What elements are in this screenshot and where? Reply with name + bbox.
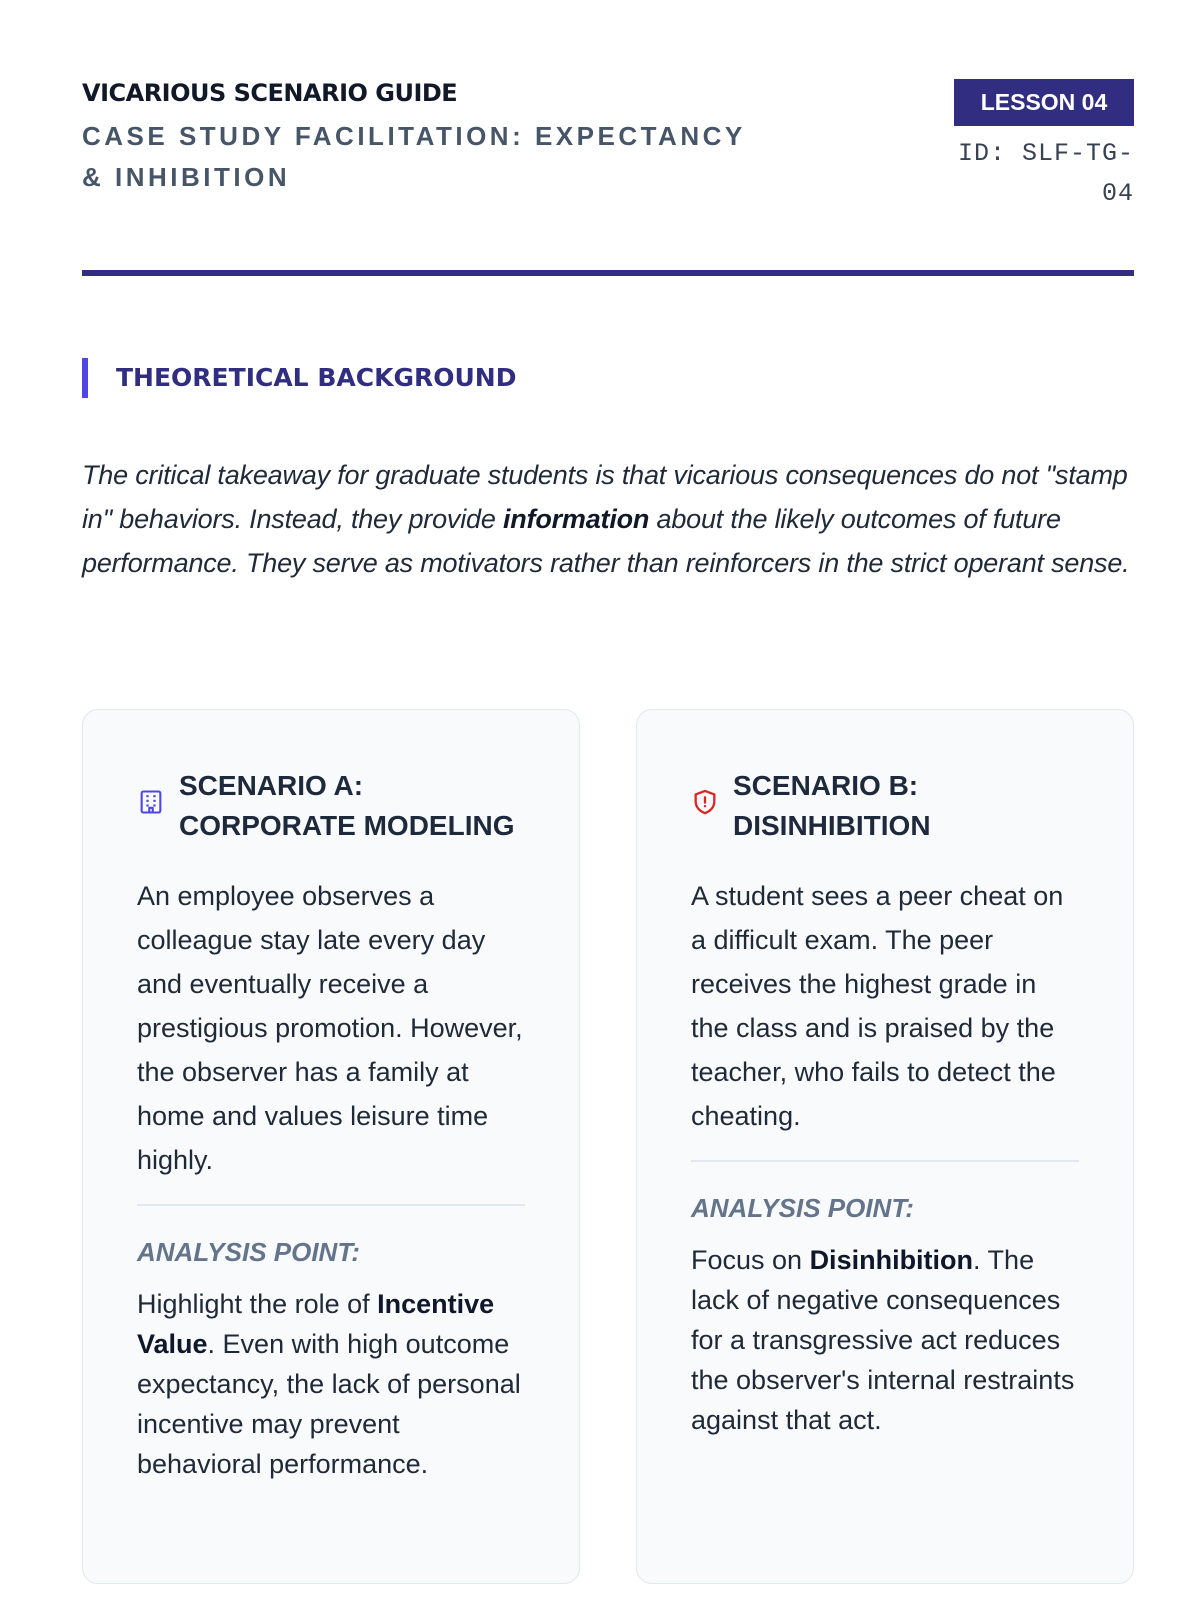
scenario-a-body: An employee observes a colleague stay late every day and eventually receive a prestigious promotion. However, the observer has a family at home and values leisure time highly. <box>137 881 523 1175</box>
brand-title: VICARIOUS SCENARIO GUIDE <box>82 79 458 107</box>
scenario-a-analysis-before: Highlight the role of <box>137 1289 378 1319</box>
document-meta <box>954 79 1134 214</box>
theory-text-before: The critical takeaway for graduate students is that vicarious consequences do not "stamp in" behaviors. Instead, they provide <box>82 460 1128 534</box>
scenario-a-analysis <box>137 1284 525 1484</box>
theory-emphasis: information <box>502 504 650 534</box>
scenario-b-body: A student sees a peer cheat on a difficult exam. The peer receives the highest grade in the class and is praised by the teacher, who fails to detect the cheating. <box>691 881 1064 1131</box>
scenario-b-analysis-after: . The lack of negative consequences for a transgressive act reduces the observer's internal restraints against that act. <box>691 1245 1075 1435</box>
lesson-badge: LESSON 04 <box>954 79 1134 126</box>
building-icon <box>137 788 165 816</box>
header-divider <box>82 270 1134 276</box>
scenario-a-analysis-label: ANALYSIS POINT: <box>137 1237 360 1267</box>
section-title-theory: THEORETICAL BACKGROUND <box>82 358 516 398</box>
theory-text-after: about the likely outcomes of future performance. They serve as motivators rather than reinforcers in the strict operant sense. <box>82 504 1130 578</box>
document-header <box>82 76 1134 208</box>
document-subtitle: CASE STUDY FACILITATION: EXPECTANCY & INHIBITION <box>82 121 746 192</box>
scenario-a-analysis-emphasis: Incentive Value <box>137 1289 495 1359</box>
scenario-card-a <box>82 709 580 1584</box>
theory-paragraph <box>82 453 1132 585</box>
scenario-b-analysis-emphasis: Disinhibition <box>809 1245 974 1275</box>
scenario-a-title: SCENARIO A: CORPORATE MODELING <box>179 770 515 841</box>
scenario-a-divider <box>137 1204 525 1206</box>
scenario-b-analysis-label: ANALYSIS POINT: <box>691 1193 914 1223</box>
scenario-b-analysis-before: Focus on <box>691 1245 810 1275</box>
scenario-a-analysis-after: . Even with high outcome expectancy, the lack of personal incentive may prevent behavioral performance. <box>137 1329 521 1479</box>
scenario-b-title: SCENARIO B: DISINHIBITION <box>733 770 931 841</box>
scenario-card-b <box>636 709 1134 1584</box>
scenario-b-analysis <box>691 1240 1079 1440</box>
document-id: ID: SLF-TG-04 <box>957 139 1134 208</box>
shield-alert-icon <box>691 788 719 816</box>
scenario-b-divider <box>691 1160 1079 1162</box>
